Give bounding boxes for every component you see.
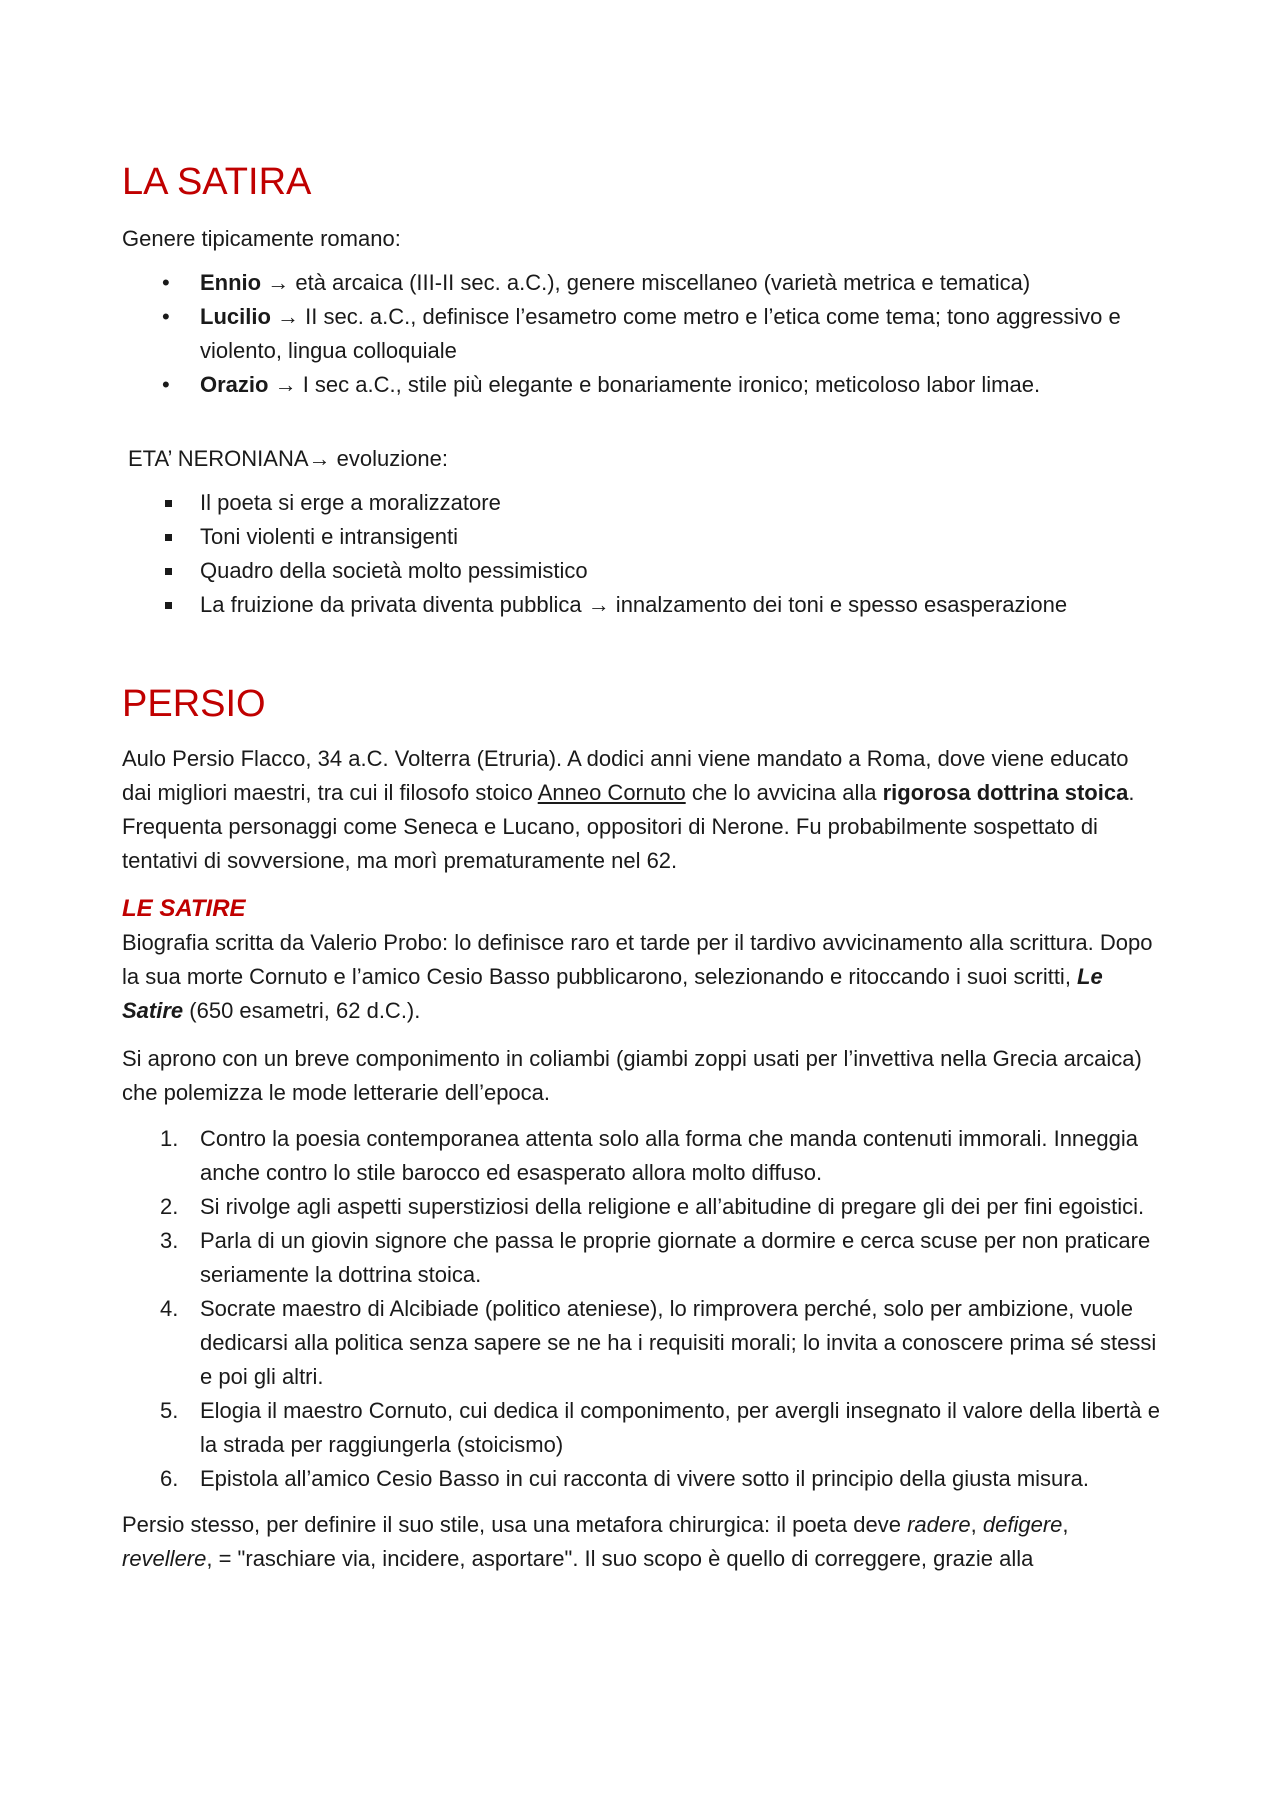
style-text: , xyxy=(1062,1512,1069,1537)
list-text: Epistola all’amico Cesio Basso in cui racconta di vivere sotto il principio della giusta misura. xyxy=(200,1466,1089,1491)
arrow-icon: → xyxy=(277,304,300,329)
author-name: Orazio xyxy=(200,372,269,397)
list-number: 3. xyxy=(160,1228,179,1253)
list-item xyxy=(122,1190,1160,1224)
subsection-title-satire: LE SATIRE xyxy=(122,895,246,922)
satires-list xyxy=(122,1122,1160,1496)
era-label: ETA’ NERONIANA xyxy=(128,446,309,471)
style-text: Persio stesso, per definire il suo stile, usa una metafora chirurgica: il poeta deve xyxy=(122,1512,908,1537)
satire-text: Biografia scritta da Valerio Probo: lo definisce raro et tarde per il tardivo avvicinamento alla scrittura. Dopo la sua morte Cornuto e l’amico Cesio Basso pubblicarono, selezionando e ritoccando i suoi scritti, xyxy=(122,930,1153,989)
bio-text: Aulo Persio Flacco, 34 a.C. Volterra (Etruria). A dodici anni viene mandato a Roma, dove viene educato dai migliori maestri, tra cui il filosofo stoico xyxy=(122,746,1129,805)
list-item xyxy=(122,266,1160,300)
list-text: Si rivolge agli aspetti superstiziosi della religione e all’abitudine di pregare gli dei per fini egoistici. xyxy=(200,1194,1145,1219)
section-title-satira: LA SATIRA xyxy=(122,161,312,203)
style-paragraph xyxy=(122,1508,1160,1576)
list-item xyxy=(122,1462,1160,1496)
list-text: Socrate maestro di Alcibiade (politico ateniese), lo rimprovera perché, solo per ambizione, vuole dedicarsi alla politica senza sapere se ne ha i requisiti morali; lo invita a conoscere prima sé stessi e poi gli altri. xyxy=(200,1296,1157,1389)
latin-word: defigere xyxy=(982,1512,1063,1537)
intro-text: Genere tipicamente romano: xyxy=(122,226,401,251)
list-text: Elogia il maestro Cornuto, cui dedica il componimento, per avergli insegnato il valore della libertà e la strada per raggiungerla (stoicismo) xyxy=(200,1398,1160,1457)
list-item: Toni violenti e intransigenti xyxy=(122,520,1160,554)
bio-text: che lo avvicina alla xyxy=(685,780,883,805)
author-description: I sec a.C., stile più elegante e bonariamente ironico; meticoloso labor limae. xyxy=(296,372,1041,397)
arrow-icon: → xyxy=(308,446,331,471)
list-number: 5. xyxy=(160,1398,179,1423)
latin-word: revellere xyxy=(122,1546,207,1571)
list-item xyxy=(122,1394,1160,1462)
biography-paragraph xyxy=(122,742,1160,878)
bio-text: . Frequenta personaggi come Seneca e Lucano, oppositori di Nerone. Fu probabilmente sospettato di tentativi di sovversione, ma morì prematuramente nel 62. xyxy=(122,780,1135,873)
list-number: 1. xyxy=(160,1126,179,1151)
era-heading xyxy=(122,442,1160,476)
authors-list xyxy=(122,266,1160,402)
list-number: 4. xyxy=(160,1296,179,1321)
style-text: , xyxy=(970,1512,983,1537)
arrow-icon: → xyxy=(274,372,297,397)
satire-paragraph xyxy=(122,926,1160,1028)
satire-work-title: Le Satire xyxy=(122,964,1103,1023)
list-number: 6. xyxy=(160,1466,179,1491)
list-item xyxy=(122,368,1160,402)
author-description: età arcaica (III-II sec. a.C.), genere miscellaneo (varietà metrica e tematica) xyxy=(289,270,1031,295)
list-item xyxy=(122,1224,1160,1292)
section-title-persio: PERSIO xyxy=(122,683,266,725)
era-suffix: evoluzione: xyxy=(330,446,448,471)
author-name: Ennio xyxy=(200,270,262,295)
list-text: Parla di un giovin signore che passa le proprie giornate a dormire e cerca scuse per non praticare seriamente la dottrina stoica. xyxy=(200,1228,1151,1287)
anneo-cornuto-underlined: Anneo Cornuto xyxy=(537,780,686,805)
era-points-list xyxy=(122,486,1160,622)
intro-paragraph: Si aprono con un breve componimento in coliambi (giambi zoppi usati per l’invettiva nella Grecia arcaica) che polemizza le mode letterarie dell’epoca. xyxy=(122,1046,1142,1105)
bio-bold-text: rigorosa dottrina stoica xyxy=(882,780,1129,805)
list-number: 2. xyxy=(160,1194,179,1219)
author-description: II sec. a.C., definisce l’esametro come metro e l’etica come tema; tono aggressivo e violento, lingua colloquiale xyxy=(200,304,1121,363)
list-text: Contro la poesia contemporanea attenta solo alla forma che manda contenuti immorali. Inneggia anche contro lo stile barocco ed esasperato allora molto diffuso. xyxy=(200,1126,1138,1185)
latin-word: radere xyxy=(907,1512,971,1537)
arrow-icon: → xyxy=(267,270,290,295)
satire-text: (650 esametri, 62 d.C.). xyxy=(183,998,421,1023)
list-item xyxy=(122,1292,1160,1394)
list-item: Il poeta si erge a moralizzatore xyxy=(122,486,1160,520)
style-text: , = "raschiare via, incidere, asportare". Il suo scopo è quello di correggere, grazie alla xyxy=(206,1546,1034,1571)
list-item xyxy=(122,300,1160,368)
list-item xyxy=(122,1122,1160,1190)
list-item: La fruizione da privata diventa pubblica → innalzamento dei toni e spesso esasperazione xyxy=(122,588,1160,622)
author-name: Lucilio xyxy=(200,304,271,329)
list-item: Quadro della società molto pessimistico xyxy=(122,554,1160,588)
